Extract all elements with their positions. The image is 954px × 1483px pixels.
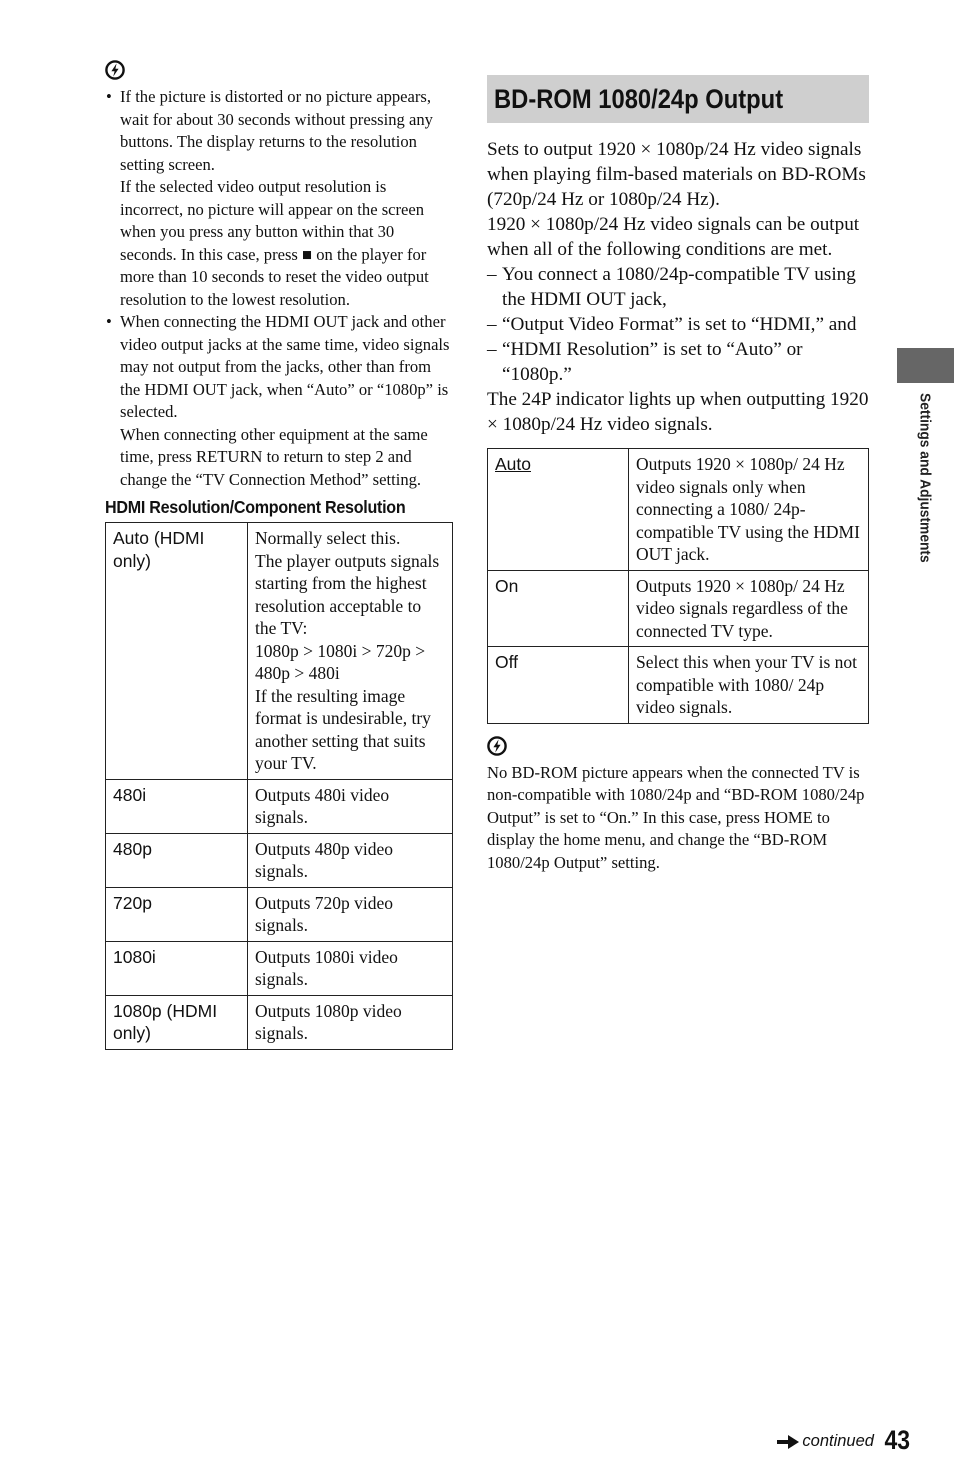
table-row	[106, 941, 453, 995]
note-text: No BD-ROM picture appears when the connected TV is non-compatible with 1080/24p and “BD-ROM 1080/24p Output” is set to “On.” In this case, press HOME to display the home menu, and change the “BD-ROM 1080/24p Output” setting.	[487, 762, 865, 872]
table-row	[106, 887, 453, 941]
table-row	[488, 647, 869, 724]
side-section-label: Settings and Adjustments	[916, 393, 934, 563]
description-line: 1080p > 1080i > 720p > 480p > 480i	[255, 640, 426, 683]
condition-item: – “Output Video Format” is set to “HDMI,” and	[487, 312, 869, 337]
table-row	[488, 570, 869, 647]
option-description	[248, 941, 453, 995]
note-icon	[105, 60, 125, 80]
table-row	[106, 833, 453, 887]
option-name: 1080p (HDMI only)	[106, 995, 248, 1049]
note-bullet-paragraph: • When connecting the HDMI OUT jack and other video output jacks at the same time, video signals may not output from the jacks, other than from the HDMI OUT jack, when “Auto” or “1080p” is selected.	[120, 312, 450, 421]
option-name: On	[495, 575, 519, 596]
note-bullet-paragraph: When connecting other equipment at the same time, press RETURN to return to step 2 and change the “TV Connection Method” setting.	[120, 424, 428, 489]
note-bullet-list	[105, 86, 453, 491]
page-footer	[777, 1425, 910, 1456]
side-tab	[897, 348, 954, 383]
left-column	[105, 60, 453, 1050]
page-number: 43	[884, 1425, 910, 1455]
option-description	[248, 887, 453, 941]
option-description: Outputs 1920 × 1080p/ 24 Hz video signals regardless of the connected TV type.	[629, 570, 869, 647]
intro-paragraph: Sets to output 1920 × 1080p/24 Hz video signals when playing film-based materials on BD-ROMs (720p/24 Hz or 1080p/24 Hz).	[487, 139, 866, 210]
option-description	[248, 523, 453, 780]
resolution-table	[105, 522, 453, 1050]
option-name: Auto	[495, 454, 531, 474]
intro-paragraph: 1920 × 1080p/24 Hz video signals can be output when all of the following conditions are met.	[487, 214, 860, 260]
description-line: If the resulting image format is undesirable, try another setting that suits your TV.	[255, 685, 431, 773]
conditions-list	[487, 262, 869, 387]
option-name: 480i	[106, 779, 248, 833]
sub-heading: HDMI Resolution/Component Resolution	[105, 497, 406, 517]
option-name: 1080i	[106, 941, 248, 995]
option-description: Select this when your TV is not compatible with 1080/ 24p video signals.	[629, 647, 869, 724]
condition-item: – “HDMI Resolution” is set to “Auto” or “1080p.”	[487, 337, 869, 387]
description-line: Outputs 480p video signals.	[255, 838, 394, 881]
option-cell	[488, 449, 629, 571]
note-bullet-paragraph: If the selected video output resolution is incorrect, no picture will appear on the screen when you press any button within that 30 seconds. In this case, press ■ on the player for more than 10 seconds to reset the video output resolution to the lowest resolution.	[120, 177, 429, 309]
description-line: The player outputs signals starting from the highest resolution acceptable to the TV:	[255, 550, 440, 638]
description-line: Outputs 720p video signals.	[255, 892, 394, 935]
table-row	[106, 779, 453, 833]
section-title: BD-ROM 1080/24p Output	[494, 83, 784, 114]
section-body	[487, 137, 869, 437]
option-name: 720p	[106, 887, 248, 941]
option-name: Auto (HDMI only)	[106, 523, 248, 780]
continued-indicator	[777, 1432, 874, 1456]
description-line: Outputs 1080p video signals.	[255, 1000, 402, 1043]
option-name: Off	[495, 652, 519, 672]
option-name: 480p	[106, 833, 248, 887]
description-line: Normally select this.	[255, 528, 401, 548]
note-bullet-item	[105, 311, 453, 491]
table-row	[106, 523, 453, 780]
indicator-paragraph: The 24P indicator lights up when outputting 1920 × 1080p/24 Hz video signals.	[487, 389, 869, 435]
note-icon	[487, 736, 507, 756]
note-bullet-paragraph: • If the picture is distorted or no picture appears, wait for about 30 seconds without pressing any buttons. The display returns to the resolution setting screen.	[120, 87, 433, 174]
condition-item: – You connect a 1080/24p-compatible TV using the HDMI OUT jack,	[487, 262, 869, 312]
option-cell	[488, 647, 629, 724]
option-description	[248, 833, 453, 887]
arrow-right-icon	[777, 1435, 799, 1449]
section-title-bar	[487, 75, 869, 123]
right-column	[487, 75, 869, 874]
option-cell	[488, 570, 629, 647]
description-line: Outputs 1080i video signals.	[255, 946, 398, 989]
table-row	[106, 995, 453, 1049]
description-line: Outputs 480i video signals.	[255, 784, 390, 827]
option-description	[248, 779, 453, 833]
table-row	[488, 449, 869, 571]
note-bullet-item	[105, 86, 453, 311]
option-description: Outputs 1920 × 1080p/ 24 Hz video signals only when connecting a 1080/ 24p-compatible TV using the HDMI OUT jack.	[629, 449, 869, 571]
continued-label: continued	[802, 1432, 874, 1450]
output-options-table	[487, 448, 869, 724]
note-block	[487, 736, 869, 875]
option-description	[248, 995, 453, 1049]
